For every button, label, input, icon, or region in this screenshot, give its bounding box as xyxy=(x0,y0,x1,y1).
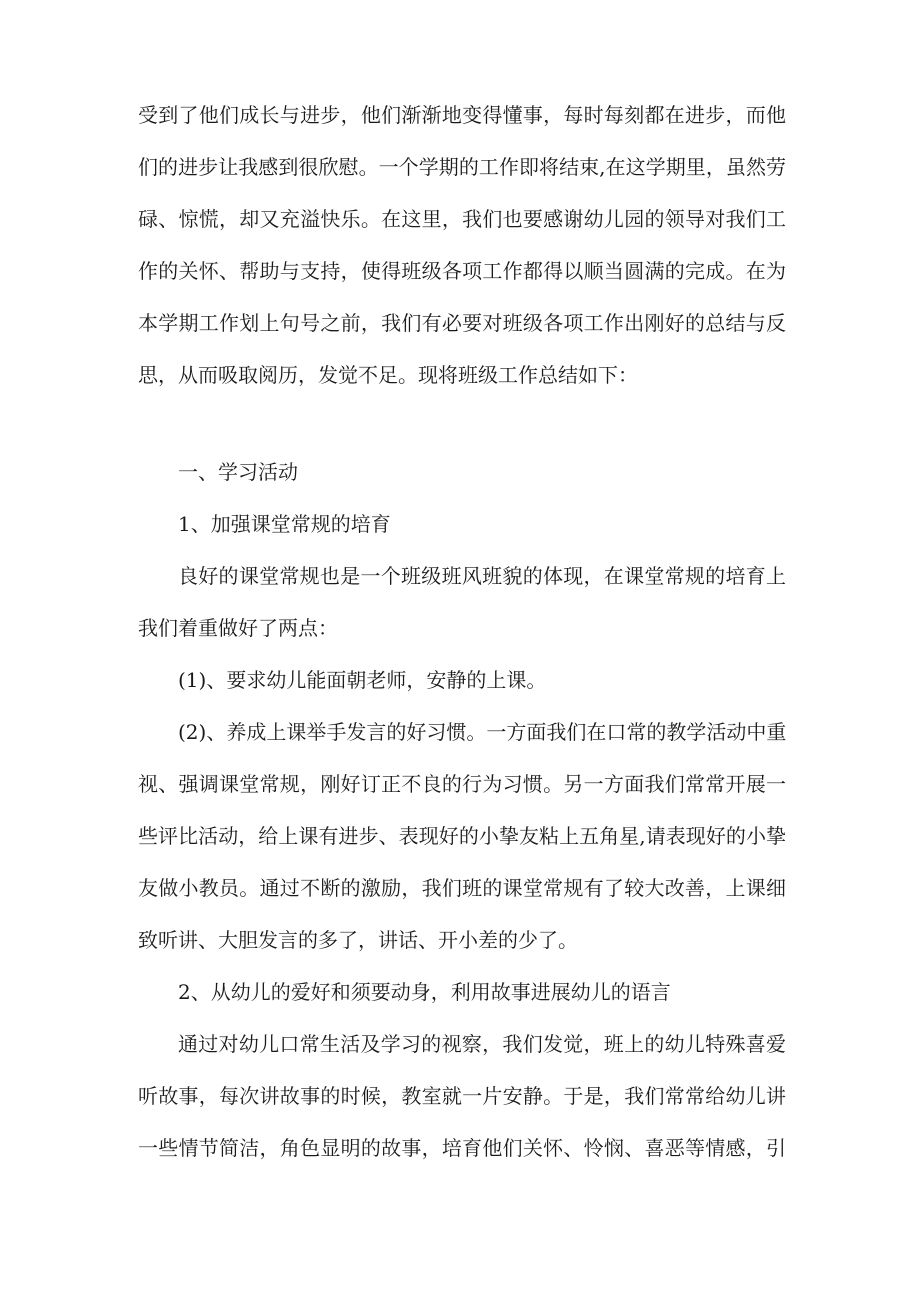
paragraph-gap xyxy=(138,408,786,453)
intro-paragraph xyxy=(138,96,786,408)
text-line: 我们着重做好了两点： xyxy=(138,616,338,640)
text-line: 良好的课堂常规也是一个班级班风班貌的体现，在课堂常规的培育上 xyxy=(178,564,786,588)
point-1: (1)、要求幼儿能面朝老师，安静的上课。 xyxy=(178,668,547,692)
point-2-paragraph xyxy=(138,713,786,973)
text-line: 作的关怀、帮助与支持，使得班级各项工作都得以顺当圆满的完成。在为 xyxy=(138,259,786,283)
subsection-heading-stories: 2、从幼儿的爱好和须要动身，利用故事进展幼儿的语言 xyxy=(178,980,671,1004)
text-line: 听故事，每次讲故事的时候，教室就一片安静。于是，我们常常给幼儿讲 xyxy=(138,1084,786,1108)
classroom-routine-paragraph xyxy=(138,557,786,661)
section-heading-learning-activities: 一、学习活动 xyxy=(178,460,298,484)
document-page xyxy=(138,96,786,1181)
text-line: 些评比活动，给上课有进步、表现好的小挚友粘上五角星,请表现好的小挚 xyxy=(138,824,786,848)
text-line: 通过对幼儿口常生活及学习的视察，我们发觉，班上的幼儿特殊喜爱 xyxy=(178,1032,786,1056)
text-line: (2)、养成上课举手发言的好习惯。一方面我们在口常的教学活动中重 xyxy=(178,720,787,744)
text-line: 受到了他们成长与进步，他们渐渐地变得懂事，每时每刻都在进步，而他 xyxy=(138,103,786,127)
stories-paragraph xyxy=(138,1025,786,1181)
subsection-heading-classroom-routine: 1、加强课堂常规的培育 xyxy=(178,512,391,536)
text-line: 碌、惊慌，却又充溢快乐。在这里，我们也要感谢幼儿园的领导对我们工 xyxy=(138,207,786,231)
text-line: 致听讲、大胆发言的多了，讲话、开小差的少了。 xyxy=(138,928,578,952)
text-line: 一些情节简洁，角色显明的故事，培育他们关怀、怜悯、喜恶等情感，引 xyxy=(138,1136,786,1160)
text-line: 视、强调课堂常规，刚好订正不良的行为习惯。另一方面我们常常开展一 xyxy=(138,772,786,796)
text-line: 本学期工作划上句号之前，我们有必要对班级各项工作出刚好的总结与反 xyxy=(138,311,786,335)
text-line: 思，从而吸取阅历，发觉不足。现将班级工作总结如下： xyxy=(138,363,638,387)
text-line: 们的进步让我感到很欣慰。一个学期的工作即将结束,在这学期里，虽然劳 xyxy=(138,155,786,179)
text-line: 友做小教员。通过不断的激励，我们班的课堂常规有了较大改善，上课细 xyxy=(138,876,786,900)
